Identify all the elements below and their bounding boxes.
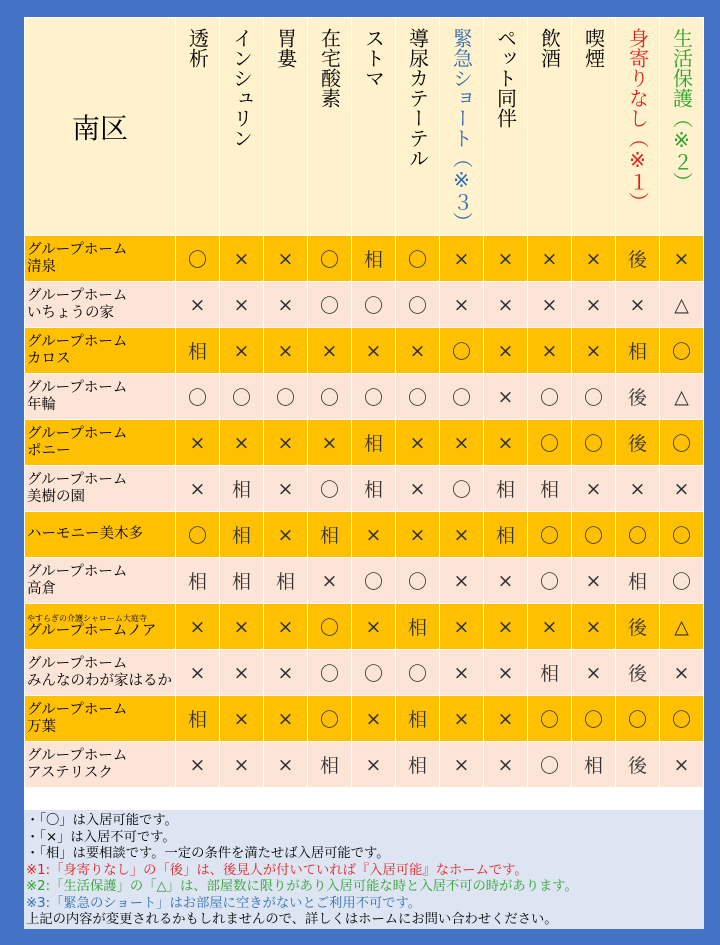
availability-cell: 〇 bbox=[572, 420, 616, 466]
availability-cell: 相 bbox=[352, 236, 396, 282]
availability-cell: 〇 bbox=[396, 374, 440, 420]
availability-cell: × bbox=[176, 604, 220, 650]
availability-cell: 相 bbox=[308, 742, 352, 788]
facility-name bbox=[25, 328, 176, 374]
availability-cell: 〇 bbox=[660, 512, 704, 558]
availability-cell: 〇 bbox=[528, 742, 572, 788]
column-header-label: 生活保護（※２） bbox=[669, 28, 694, 192]
facility-name bbox=[25, 466, 176, 512]
availability-cell: 〇 bbox=[396, 650, 440, 696]
table-row bbox=[25, 420, 704, 466]
availability-cell: × bbox=[660, 236, 704, 282]
availability-cell: 〇 bbox=[264, 374, 308, 420]
availability-cell: 後 bbox=[616, 604, 660, 650]
availability-cell: 相 bbox=[264, 558, 308, 604]
facility-name-line: グループホームノア bbox=[27, 622, 157, 639]
availability-cell: × bbox=[264, 742, 308, 788]
facility-name bbox=[25, 374, 176, 420]
availability-cell: × bbox=[440, 604, 484, 650]
availability-cell: 〇 bbox=[308, 466, 352, 512]
facility-name-line: グループホーム bbox=[27, 747, 128, 764]
facility-subtitle: やすらぎの介護シャローム大庭寺 bbox=[27, 613, 147, 623]
column-header bbox=[352, 18, 396, 236]
availability-cell: 相 bbox=[616, 558, 660, 604]
availability-cell: 相 bbox=[220, 512, 264, 558]
availability-cell: 〇 bbox=[308, 374, 352, 420]
column-header bbox=[396, 18, 440, 236]
column-header bbox=[660, 18, 704, 236]
availability-cell: 〇 bbox=[660, 558, 704, 604]
availability-cell: 〇 bbox=[396, 558, 440, 604]
facility-name bbox=[25, 420, 176, 466]
availability-cell: △ bbox=[660, 282, 704, 328]
availability-cell: 〇 bbox=[528, 558, 572, 604]
availability-cell: × bbox=[440, 236, 484, 282]
facility-name bbox=[25, 282, 176, 328]
table-row bbox=[25, 604, 704, 650]
availability-cell: 〇 bbox=[616, 512, 660, 558]
availability-cell: 〇 bbox=[528, 696, 572, 742]
availability-cell: × bbox=[572, 650, 616, 696]
availability-cell: × bbox=[440, 282, 484, 328]
facility-name-line: 高倉 bbox=[27, 580, 56, 597]
availability-cell: × bbox=[572, 236, 616, 282]
availability-cell: 相 bbox=[396, 742, 440, 788]
availability-cell: 〇 bbox=[660, 420, 704, 466]
availability-cell: 〇 bbox=[308, 604, 352, 650]
availability-cell: 相 bbox=[352, 466, 396, 512]
availability-cell: 〇 bbox=[176, 236, 220, 282]
column-header-label: ペット同伴 bbox=[493, 28, 518, 128]
facility-name bbox=[25, 558, 176, 604]
availability-cell: 〇 bbox=[660, 328, 704, 374]
availability-cell: 〇 bbox=[220, 374, 264, 420]
availability-cell: × bbox=[220, 604, 264, 650]
facility-name-line: グループホーム bbox=[27, 379, 128, 396]
availability-cell: × bbox=[616, 282, 660, 328]
facility-name-line: アステリスク bbox=[27, 764, 113, 781]
availability-cell: × bbox=[396, 328, 440, 374]
availability-cell: × bbox=[484, 604, 528, 650]
table-row bbox=[25, 512, 704, 558]
column-header bbox=[220, 18, 264, 236]
availability-cell: × bbox=[308, 420, 352, 466]
availability-cell: × bbox=[484, 558, 528, 604]
column-header-label: 胃婁 bbox=[273, 28, 298, 68]
availability-cell: 相 bbox=[396, 696, 440, 742]
availability-cell: × bbox=[176, 742, 220, 788]
availability-cell: × bbox=[396, 466, 440, 512]
availability-cell: 相 bbox=[396, 604, 440, 650]
availability-cell: × bbox=[396, 512, 440, 558]
availability-cell: × bbox=[528, 604, 572, 650]
availability-cell: × bbox=[572, 328, 616, 374]
facility-name bbox=[25, 696, 176, 742]
district-title: 南区 bbox=[25, 18, 176, 236]
availability-cell: × bbox=[484, 328, 528, 374]
availability-cell: 〇 bbox=[528, 420, 572, 466]
facility-name-line: 美樹の園 bbox=[27, 488, 85, 505]
availability-cell: 後 bbox=[616, 236, 660, 282]
column-header bbox=[484, 18, 528, 236]
availability-cell: × bbox=[572, 282, 616, 328]
availability-cell: × bbox=[484, 420, 528, 466]
availability-cell: × bbox=[264, 466, 308, 512]
availability-cell: × bbox=[484, 742, 528, 788]
availability-cell: 後 bbox=[616, 742, 660, 788]
facility-name bbox=[25, 604, 176, 650]
table-row bbox=[25, 742, 704, 788]
column-header bbox=[440, 18, 484, 236]
availability-cell: 相 bbox=[484, 466, 528, 512]
table-row bbox=[25, 236, 704, 282]
availability-cell: × bbox=[220, 696, 264, 742]
availability-cell: 相 bbox=[176, 696, 220, 742]
availability-cell: 〇 bbox=[352, 650, 396, 696]
column-header bbox=[264, 18, 308, 236]
availability-table bbox=[24, 17, 704, 788]
facility-name-line: 万葉 bbox=[27, 718, 56, 735]
column-header bbox=[572, 18, 616, 236]
facility-name-line: 清泉 bbox=[27, 258, 56, 275]
availability-cell: × bbox=[440, 650, 484, 696]
column-header-label: インシュリン bbox=[229, 28, 254, 148]
column-header bbox=[528, 18, 572, 236]
availability-cell: × bbox=[440, 512, 484, 558]
availability-cell: × bbox=[264, 328, 308, 374]
column-header-label: 身寄りなし（※１） bbox=[625, 28, 650, 212]
availability-cell: 相 bbox=[528, 650, 572, 696]
availability-cell: 相 bbox=[220, 466, 264, 512]
availability-cell: × bbox=[396, 420, 440, 466]
table-row bbox=[25, 466, 704, 512]
availability-cell: × bbox=[352, 604, 396, 650]
availability-sheet bbox=[24, 17, 704, 929]
availability-cell: 〇 bbox=[352, 374, 396, 420]
availability-cell: 〇 bbox=[440, 328, 484, 374]
availability-cell: 後 bbox=[616, 650, 660, 696]
facility-name-line: ポニー bbox=[27, 442, 71, 459]
availability-cell: × bbox=[352, 328, 396, 374]
availability-cell: × bbox=[572, 604, 616, 650]
availability-cell: × bbox=[484, 650, 528, 696]
table-row bbox=[25, 328, 704, 374]
facility-name-line: グループホーム bbox=[27, 563, 128, 580]
availability-cell: × bbox=[352, 696, 396, 742]
availability-cell: × bbox=[440, 742, 484, 788]
availability-cell: × bbox=[264, 604, 308, 650]
note-line: ※3:「緊急のショート」はお部屋に空きがないとご利用不可です。 bbox=[26, 895, 422, 911]
availability-cell: 〇 bbox=[572, 374, 616, 420]
availability-cell: △ bbox=[660, 604, 704, 650]
availability-cell: × bbox=[308, 328, 352, 374]
availability-cell: × bbox=[308, 558, 352, 604]
availability-cell: × bbox=[264, 650, 308, 696]
availability-cell: 〇 bbox=[176, 374, 220, 420]
availability-cell: 相 bbox=[176, 558, 220, 604]
facility-name-line: グループホーム bbox=[27, 701, 128, 718]
column-header-label: 飲酒 bbox=[537, 28, 562, 68]
facility-name-line: いちょうの家 bbox=[27, 304, 114, 321]
note-line: ・「相」は要相談です。一定の条件を満たせば入居可能です。 bbox=[26, 846, 390, 861]
availability-cell: 〇 bbox=[572, 512, 616, 558]
facility-name bbox=[25, 650, 176, 696]
availability-cell: × bbox=[176, 466, 220, 512]
availability-cell: × bbox=[220, 328, 264, 374]
availability-cell: × bbox=[660, 742, 704, 788]
availability-cell: 〇 bbox=[308, 282, 352, 328]
availability-cell: 相 bbox=[616, 328, 660, 374]
facility-name-line: 年輪 bbox=[27, 396, 56, 413]
facility-name-line: グループホーム bbox=[27, 425, 128, 442]
column-header-label: 在宅酸素 bbox=[317, 28, 342, 108]
facility-name bbox=[25, 512, 176, 558]
note-line: ※2:「生活保護」の「△」は、部屋数に限りがあり入居可能な時と入居不可の時があります。 bbox=[26, 879, 578, 894]
availability-cell: × bbox=[484, 696, 528, 742]
facility-name-line: グループホーム bbox=[27, 471, 128, 488]
availability-cell: × bbox=[220, 282, 264, 328]
availability-cell: × bbox=[264, 420, 308, 466]
availability-cell: × bbox=[528, 328, 572, 374]
availability-cell: × bbox=[572, 558, 616, 604]
availability-cell: × bbox=[264, 696, 308, 742]
availability-cell: 〇 bbox=[660, 696, 704, 742]
availability-cell: 相 bbox=[572, 742, 616, 788]
availability-cell: × bbox=[572, 466, 616, 512]
availability-cell: × bbox=[440, 696, 484, 742]
availability-cell: × bbox=[484, 374, 528, 420]
availability-cell: × bbox=[176, 650, 220, 696]
availability-cell: × bbox=[220, 420, 264, 466]
availability-cell: × bbox=[264, 282, 308, 328]
facility-name-line: グループホーム bbox=[27, 333, 128, 350]
table-row bbox=[25, 374, 704, 420]
availability-cell: 後 bbox=[616, 374, 660, 420]
table-row bbox=[25, 650, 704, 696]
column-header bbox=[176, 18, 220, 236]
availability-cell: × bbox=[220, 236, 264, 282]
note-line: ・「〇」は入居可能です。 bbox=[26, 813, 178, 828]
availability-cell: 相 bbox=[484, 512, 528, 558]
availability-cell: 〇 bbox=[352, 558, 396, 604]
availability-cell: 〇 bbox=[528, 374, 572, 420]
note-line: 上記の内容が変更されるかもしれませんので、詳しくはホームにお問い合わせください。 bbox=[26, 912, 558, 927]
availability-cell: × bbox=[264, 512, 308, 558]
column-header-label: 導尿カテーテル bbox=[405, 28, 430, 168]
availability-cell: 〇 bbox=[396, 236, 440, 282]
availability-cell: × bbox=[176, 420, 220, 466]
availability-cell: × bbox=[440, 420, 484, 466]
legend-notes bbox=[24, 810, 704, 929]
availability-cell: 相 bbox=[528, 466, 572, 512]
availability-cell: × bbox=[440, 558, 484, 604]
availability-cell: 後 bbox=[616, 420, 660, 466]
availability-cell: 〇 bbox=[308, 236, 352, 282]
availability-cell: 相 bbox=[220, 558, 264, 604]
header-row bbox=[25, 18, 704, 236]
availability-cell: × bbox=[660, 466, 704, 512]
availability-cell: 〇 bbox=[440, 374, 484, 420]
table-row bbox=[25, 696, 704, 742]
availability-cell: × bbox=[660, 650, 704, 696]
facility-name-line: グループホーム bbox=[27, 287, 128, 304]
column-header bbox=[308, 18, 352, 236]
facility-name-line: カロス bbox=[27, 350, 71, 367]
availability-cell: 〇 bbox=[440, 466, 484, 512]
availability-cell: 〇 bbox=[616, 696, 660, 742]
availability-cell: 〇 bbox=[308, 696, 352, 742]
column-header-label: 緊急ショート（※３） bbox=[449, 28, 474, 232]
availability-cell: 〇 bbox=[308, 650, 352, 696]
availability-cell: × bbox=[616, 466, 660, 512]
column-header-label: 透析 bbox=[185, 28, 210, 68]
availability-cell: × bbox=[528, 236, 572, 282]
column-header bbox=[616, 18, 660, 236]
availability-cell: × bbox=[352, 512, 396, 558]
column-header-label: ストマ bbox=[361, 28, 386, 88]
availability-cell: 〇 bbox=[352, 282, 396, 328]
availability-cell: × bbox=[528, 282, 572, 328]
availability-cell: 〇 bbox=[176, 512, 220, 558]
note-line: ※1:「身寄りなし」の「後」は、後見人が付いていれば『入居可能』なホームです。 bbox=[26, 862, 528, 878]
note-line: ・「×」は入居不可です。 bbox=[26, 829, 176, 845]
availability-cell: 〇 bbox=[528, 512, 572, 558]
facility-name bbox=[25, 742, 176, 788]
availability-cell: 相 bbox=[352, 420, 396, 466]
availability-cell: × bbox=[264, 236, 308, 282]
facility-name-line: グループホーム bbox=[27, 241, 128, 258]
column-header-label: 喫煙 bbox=[581, 28, 606, 68]
table-row bbox=[25, 282, 704, 328]
facility-name-line: ハーモニー美木多 bbox=[27, 526, 143, 542]
availability-cell: × bbox=[220, 742, 264, 788]
availability-cell: × bbox=[484, 282, 528, 328]
availability-cell: 相 bbox=[176, 328, 220, 374]
facility-name-line: グループホーム bbox=[27, 655, 128, 672]
availability-cell: × bbox=[352, 742, 396, 788]
availability-cell: × bbox=[484, 236, 528, 282]
facility-name bbox=[25, 236, 176, 282]
availability-cell: 相 bbox=[308, 512, 352, 558]
availability-cell: × bbox=[176, 282, 220, 328]
availability-cell: 〇 bbox=[572, 696, 616, 742]
availability-cell: 〇 bbox=[396, 282, 440, 328]
availability-cell: × bbox=[220, 650, 264, 696]
availability-cell: △ bbox=[660, 374, 704, 420]
table-row bbox=[25, 558, 704, 604]
facility-name-line: みんなのわが家はるか bbox=[27, 672, 172, 689]
